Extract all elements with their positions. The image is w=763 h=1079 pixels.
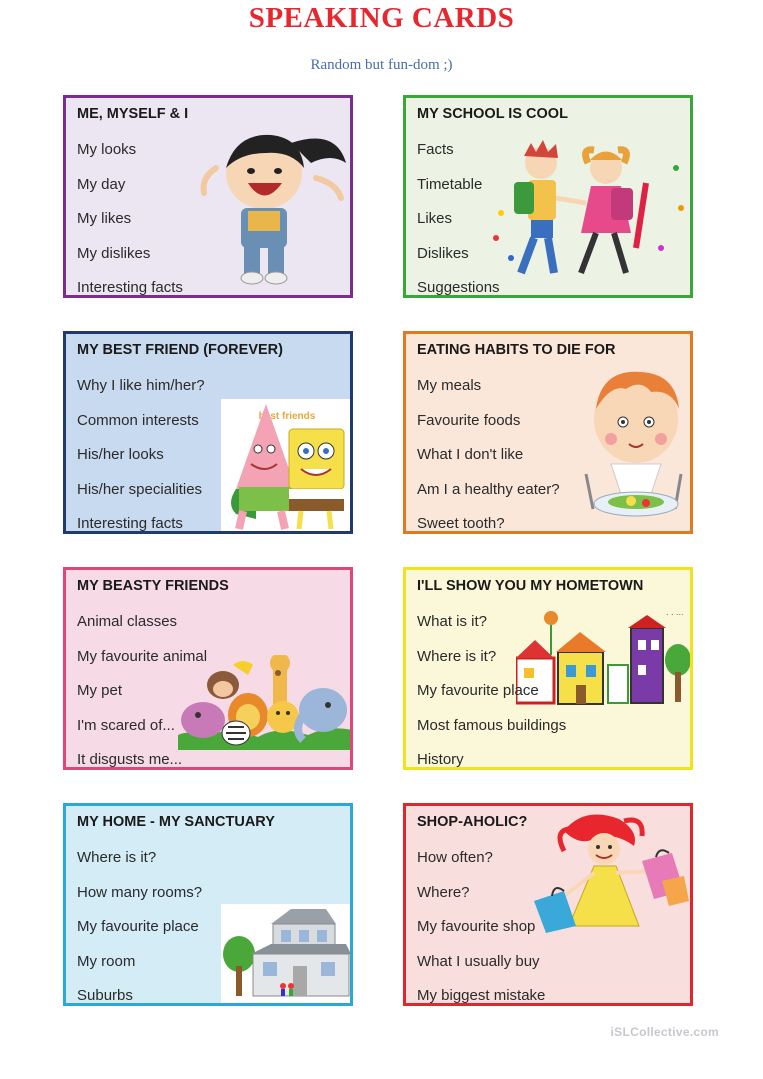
card-item: My looks — [77, 141, 137, 158]
card-item: My dislikes — [77, 245, 151, 262]
card-title: ME, MYSELF & I — [77, 106, 189, 122]
card-home-sanctuary — [63, 803, 353, 1006]
card-item: Suburbs — [77, 987, 133, 1004]
card-item: Suggestions — [417, 279, 500, 296]
card-item: Where is it? — [77, 849, 157, 866]
card-title: EATING HABITS TO DIE FOR — [417, 342, 616, 358]
card-item: His/her looks — [77, 446, 164, 463]
card-best-friend — [63, 331, 353, 534]
card-item: History — [417, 751, 464, 768]
card-shopaholic — [403, 803, 693, 1006]
site-watermark: iSLCollective.com — [610, 1025, 719, 1039]
card-item: How often? — [417, 849, 493, 866]
card-item: Timetable — [417, 176, 483, 193]
town-houses-icon — [516, 610, 693, 715]
boy-eating-icon — [581, 364, 691, 524]
card-item: My meals — [417, 377, 482, 394]
card-item: Interesting facts — [77, 279, 183, 296]
card-item: I'm scared of... — [77, 717, 175, 734]
card-item: What I don't like — [417, 446, 524, 463]
card-item: My favourite place — [417, 682, 539, 699]
card-item: My favourite animal — [77, 648, 208, 665]
card-item: Most famous buildings — [417, 717, 567, 734]
card-hometown — [403, 567, 693, 770]
card-item: Animal classes — [77, 613, 178, 630]
school-kids-icon — [486, 138, 691, 288]
card-item: My likes — [77, 210, 132, 227]
card-item: Interesting facts — [77, 515, 183, 532]
shopping-girl-icon — [524, 811, 692, 936]
card-item: My pet — [77, 682, 123, 699]
card-item: How many rooms? — [77, 884, 203, 901]
card-item: My favourite place — [77, 918, 199, 935]
card-eating-habits — [403, 331, 693, 534]
best-friends-label: best friends — [258, 411, 316, 422]
best-friends-icon — [221, 399, 353, 533]
card-item: My day — [77, 176, 126, 193]
card-item: My room — [77, 953, 136, 970]
card-item: What is it? — [417, 613, 488, 630]
card-item: Am I a healthy eater? — [417, 481, 560, 498]
card-item: His/her specialities — [77, 481, 203, 498]
card-item: My biggest mistake — [417, 987, 546, 1004]
card-item: Where is it? — [417, 648, 497, 665]
card-item: Why I like him/her? — [77, 377, 205, 394]
card-me-myself — [63, 95, 353, 298]
card-item: Sweet tooth? — [417, 515, 505, 532]
card-item: Favourite foods — [417, 412, 521, 429]
page-subtitle: Random but fun-dom ;) — [310, 57, 453, 73]
card-item: Facts — [417, 141, 454, 158]
card-item: It disgusts me... — [77, 751, 183, 768]
card-item: Common interests — [77, 412, 199, 429]
card-title: MY BEST FRIEND (FOREVER) — [77, 342, 283, 358]
card-title: MY HOME - MY SANCTUARY — [77, 814, 275, 830]
card-title: I'LL SHOW YOU MY HOMETOWN — [417, 578, 644, 594]
card-title: SHOP-AHOLIC? — [417, 814, 528, 830]
card-item: My favourite shop — [417, 918, 536, 935]
card-title: MY BEASTY FRIENDS — [77, 578, 229, 594]
house-icon — [221, 904, 353, 1004]
girl-cartoon-icon — [196, 123, 351, 288]
card-school — [403, 95, 693, 298]
svg-text:. . ...: . . ... — [666, 610, 684, 617]
card-title: MY SCHOOL IS COOL — [417, 106, 568, 122]
animals-icon — [178, 655, 353, 755]
card-item: Where? — [417, 884, 470, 901]
card-item: Dislikes — [417, 245, 469, 262]
card-item: What I usually buy — [417, 953, 540, 970]
card-item: Likes — [417, 210, 453, 227]
card-beasty-friends — [63, 567, 353, 770]
page-title: SPEAKING CARDS — [248, 2, 515, 34]
